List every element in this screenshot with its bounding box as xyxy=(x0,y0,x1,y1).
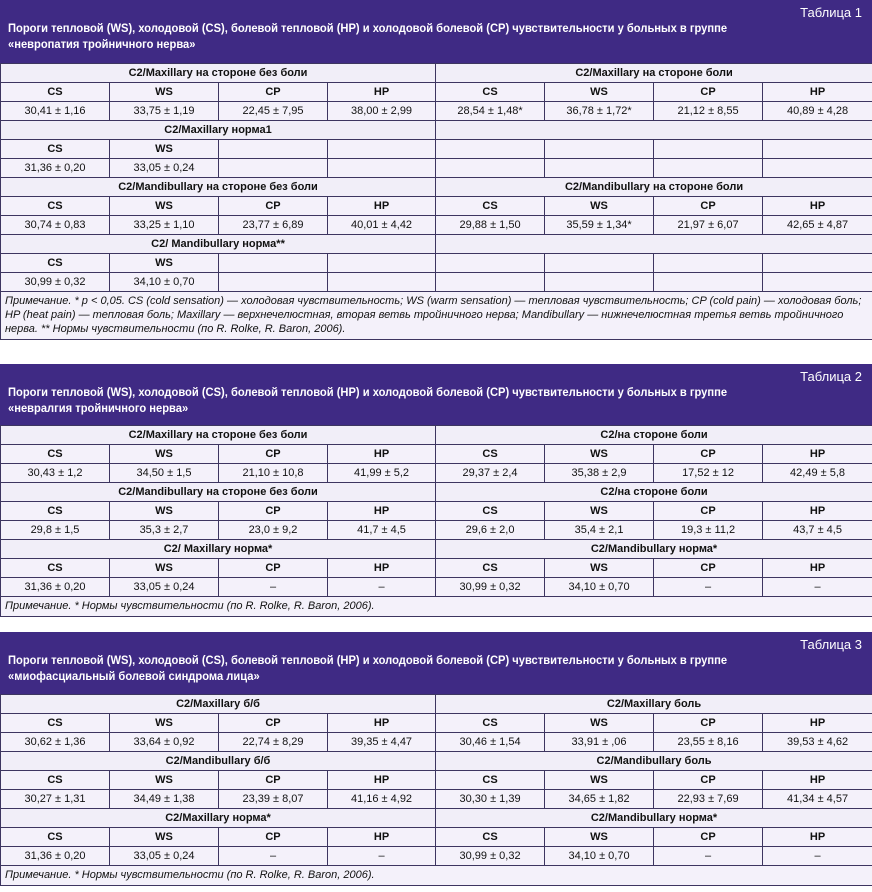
column-header: CP xyxy=(654,828,763,847)
column-header xyxy=(436,140,545,159)
value-cell: – xyxy=(219,847,328,866)
column-header: CP xyxy=(219,714,328,733)
value-cell xyxy=(436,159,545,178)
header-row xyxy=(1,828,872,847)
value-cell: – xyxy=(328,578,436,597)
column-header: WS xyxy=(545,828,654,847)
column-header xyxy=(763,140,872,159)
value-cell: 30,62 ± 1,36 xyxy=(1,733,110,752)
value-cell: 29,37 ± 2,4 xyxy=(436,464,545,483)
value-cell xyxy=(436,273,545,292)
header-row xyxy=(1,83,872,102)
column-header xyxy=(219,140,328,159)
value-cell: 31,36 ± 0,20 xyxy=(1,847,110,866)
header-row xyxy=(1,559,872,578)
column-header: CS xyxy=(1,828,110,847)
column-header: WS xyxy=(110,771,219,790)
section-title xyxy=(436,121,872,140)
column-header: HP xyxy=(328,559,436,578)
column-header xyxy=(328,140,436,159)
value-cell: 23,39 ± 8,07 xyxy=(219,790,328,809)
column-header: WS xyxy=(545,83,654,102)
column-header: WS xyxy=(110,197,219,216)
column-header: CS xyxy=(436,714,545,733)
value-cell xyxy=(219,159,328,178)
column-header: CS xyxy=(436,828,545,847)
section-title: C2/ Maxillary норма* xyxy=(1,540,436,559)
column-header: WS xyxy=(110,83,219,102)
column-header: HP xyxy=(328,197,436,216)
section-title: C2/Maxillary на стороне без боли xyxy=(1,64,436,83)
value-cell xyxy=(328,159,436,178)
value-cell: – xyxy=(328,847,436,866)
value-cell: 34,10 ± 0,70 xyxy=(110,273,219,292)
value-cell: 31,36 ± 0,20 xyxy=(1,578,110,597)
column-header: WS xyxy=(110,445,219,464)
table-title: Пороги тепловой (WS), холодовой (CS), болевой тепловой (HP) и холодовой болевой (CP) чувствительности у больных в группе «миофасциальный болевой синдрома лица» xyxy=(8,653,728,683)
value-cell xyxy=(545,159,654,178)
column-header: CS xyxy=(1,771,110,790)
column-header xyxy=(654,254,763,273)
header-row xyxy=(1,771,872,790)
header-row xyxy=(1,714,872,733)
column-header: HP xyxy=(763,445,872,464)
section-title xyxy=(436,235,872,254)
value-cell: 21,12 ± 8,55 xyxy=(654,102,763,121)
column-header xyxy=(219,254,328,273)
table-number: Таблица 3 xyxy=(800,637,862,652)
value-cell: 29,6 ± 2,0 xyxy=(436,521,545,540)
column-header: CS xyxy=(1,140,110,159)
column-header: CS xyxy=(436,83,545,102)
column-header: CS xyxy=(1,83,110,102)
value-cell: 33,05 ± 0,24 xyxy=(110,159,219,178)
value-cell: 40,01 ± 4,42 xyxy=(328,216,436,235)
section-title: C2/Maxillary боль xyxy=(436,695,872,714)
column-header xyxy=(545,254,654,273)
value-cell: – xyxy=(763,578,872,597)
section-title: C2/Mandibullary норма* xyxy=(436,540,872,559)
column-header: CS xyxy=(1,502,110,521)
value-cell: 41,34 ± 4,57 xyxy=(763,790,872,809)
value-cell: 43,7 ± 4,5 xyxy=(763,521,872,540)
value-cell: 17,52 ± 12 xyxy=(654,464,763,483)
table-title: Пороги тепловой (WS), холодовой (CS), болевой тепловой (HP) и холодовой болевой (CP) чувствительности у больных в группе «невропатия тройничного нерва» xyxy=(8,21,728,51)
column-header xyxy=(654,140,763,159)
column-header: WS xyxy=(545,445,654,464)
column-header: HP xyxy=(328,714,436,733)
column-header: WS xyxy=(545,714,654,733)
table-3-data xyxy=(0,694,872,886)
value-cell: 35,59 ± 1,34* xyxy=(545,216,654,235)
value-cell: 33,05 ± 0,24 xyxy=(110,578,219,597)
column-header: HP xyxy=(763,559,872,578)
value-cell: 34,10 ± 0,70 xyxy=(545,578,654,597)
section-title: C2/Maxillary б/б xyxy=(1,695,436,714)
column-header: CP xyxy=(654,771,763,790)
value-cell: 30,43 ± 1,2 xyxy=(1,464,110,483)
column-header: HP xyxy=(328,828,436,847)
value-cell: 35,3 ± 2,7 xyxy=(110,521,219,540)
value-cell: 33,91 ± ,06 xyxy=(545,733,654,752)
value-cell: 30,74 ± 0,83 xyxy=(1,216,110,235)
value-cell: 30,99 ± 0,32 xyxy=(1,273,110,292)
section-title: C2/Maxillary норма1 xyxy=(1,121,436,140)
value-row xyxy=(1,159,872,178)
table-2-data xyxy=(0,425,872,617)
value-cell: 42,65 ± 4,87 xyxy=(763,216,872,235)
value-cell: 19,3 ± 11,2 xyxy=(654,521,763,540)
column-header: HP xyxy=(328,502,436,521)
column-header: CS xyxy=(436,445,545,464)
value-cell: 42,49 ± 5,8 xyxy=(763,464,872,483)
column-header: CP xyxy=(219,445,328,464)
value-row xyxy=(1,464,872,483)
section-title-row xyxy=(1,121,872,140)
value-cell xyxy=(654,273,763,292)
value-cell: 39,53 ± 4,62 xyxy=(763,733,872,752)
value-row xyxy=(1,790,872,809)
column-header: CS xyxy=(1,714,110,733)
value-cell: – xyxy=(763,847,872,866)
section-title-row xyxy=(1,483,872,502)
value-cell: 23,77 ± 6,89 xyxy=(219,216,328,235)
note-row xyxy=(1,866,872,886)
value-cell: 23,55 ± 8,16 xyxy=(654,733,763,752)
value-row xyxy=(1,273,872,292)
column-header: WS xyxy=(545,502,654,521)
column-header: HP xyxy=(328,445,436,464)
value-cell: – xyxy=(654,578,763,597)
column-header: CP xyxy=(219,559,328,578)
table-note: Примечание. * Нормы чувствительности (по R. Rolke, R. Baron, 2006). xyxy=(1,597,872,617)
header-row xyxy=(1,445,872,464)
value-cell: 22,74 ± 8,29 xyxy=(219,733,328,752)
column-header: CP xyxy=(219,83,328,102)
column-header: WS xyxy=(545,771,654,790)
column-header: HP xyxy=(763,502,872,521)
table-number: Таблица 2 xyxy=(800,369,862,384)
value-cell xyxy=(654,159,763,178)
column-header: CP xyxy=(654,197,763,216)
value-cell: 31,36 ± 0,20 xyxy=(1,159,110,178)
column-header: CS xyxy=(1,197,110,216)
value-cell xyxy=(328,273,436,292)
column-header: WS xyxy=(110,502,219,521)
value-cell: 22,45 ± 7,95 xyxy=(219,102,328,121)
table-3-block xyxy=(0,632,872,886)
header-row xyxy=(1,140,872,159)
value-cell: 30,41 ± 1,16 xyxy=(1,102,110,121)
value-cell: 29,88 ± 1,50 xyxy=(436,216,545,235)
section-title: C2/Maxillary на стороне боли xyxy=(436,64,872,83)
value-cell: 30,99 ± 0,32 xyxy=(436,578,545,597)
value-cell: 28,54 ± 1,48* xyxy=(436,102,545,121)
section-title: C2/Mandibullary норма* xyxy=(436,809,872,828)
column-header: CS xyxy=(1,445,110,464)
column-header: WS xyxy=(110,140,219,159)
table-note: Примечание. * Нормы чувствительности (по R. Rolke, R. Baron, 2006). xyxy=(1,866,872,886)
section-title-row xyxy=(1,235,872,254)
column-header: HP xyxy=(763,714,872,733)
column-header: CS xyxy=(436,197,545,216)
section-title-row xyxy=(1,540,872,559)
table-2-header xyxy=(0,364,872,425)
table-2-block xyxy=(0,364,872,617)
column-header xyxy=(328,254,436,273)
value-cell xyxy=(219,273,328,292)
table-3-header xyxy=(0,632,872,694)
section-title-row xyxy=(1,64,872,83)
column-header: WS xyxy=(110,254,219,273)
value-cell xyxy=(763,273,872,292)
value-cell: 41,7 ± 4,5 xyxy=(328,521,436,540)
column-header: CP xyxy=(654,445,763,464)
value-cell: 30,27 ± 1,31 xyxy=(1,790,110,809)
column-header: CP xyxy=(654,714,763,733)
section-title: C2/Maxillary норма* xyxy=(1,809,436,828)
header-row xyxy=(1,502,872,521)
section-title: C2/Mandibullary на стороне без боли xyxy=(1,178,436,197)
column-header: CP xyxy=(654,83,763,102)
value-row xyxy=(1,733,872,752)
section-title: C2/ Mandibullary норма** xyxy=(1,235,436,254)
value-cell: 41,16 ± 4,92 xyxy=(328,790,436,809)
value-cell xyxy=(545,273,654,292)
value-cell: 35,38 ± 2,9 xyxy=(545,464,654,483)
header-row xyxy=(1,197,872,216)
value-cell: 21,97 ± 6,07 xyxy=(654,216,763,235)
value-row xyxy=(1,847,872,866)
value-cell: 30,46 ± 1,54 xyxy=(436,733,545,752)
column-header: HP xyxy=(763,197,872,216)
column-header: CS xyxy=(1,254,110,273)
value-row xyxy=(1,521,872,540)
section-title: C2/Mandibullary на стороне без боли xyxy=(1,483,436,502)
column-header: HP xyxy=(763,83,872,102)
column-header xyxy=(545,140,654,159)
column-header: CS xyxy=(1,559,110,578)
value-cell: 22,93 ± 7,69 xyxy=(654,790,763,809)
section-title: C2/Mandibullary на стороне боли xyxy=(436,178,872,197)
table-number: Таблица 1 xyxy=(800,5,862,20)
section-title-row xyxy=(1,752,872,771)
value-cell: – xyxy=(219,578,328,597)
value-cell: 33,75 ± 1,19 xyxy=(110,102,219,121)
value-cell: 36,78 ± 1,72* xyxy=(545,102,654,121)
value-cell: 30,30 ± 1,39 xyxy=(436,790,545,809)
column-header: HP xyxy=(328,771,436,790)
section-title: C2/Mandibullary б/б xyxy=(1,752,436,771)
value-cell: 34,10 ± 0,70 xyxy=(545,847,654,866)
value-cell: 35,4 ± 2,1 xyxy=(545,521,654,540)
table-title: Пороги тепловой (WS), холодовой (CS), болевой тепловой (HP) и холодовой болевой (CP) чувствительности у больных в группе «невралгия тройничного нерва» xyxy=(8,385,728,415)
value-cell: 41,99 ± 5,2 xyxy=(328,464,436,483)
note-row xyxy=(1,292,872,340)
value-cell xyxy=(763,159,872,178)
value-cell: 21,10 ± 10,8 xyxy=(219,464,328,483)
header-row xyxy=(1,254,872,273)
section-title-row xyxy=(1,695,872,714)
value-cell: 34,65 ± 1,82 xyxy=(545,790,654,809)
column-header: CP xyxy=(654,559,763,578)
value-row xyxy=(1,216,872,235)
value-cell: – xyxy=(654,847,763,866)
value-cell: 29,8 ± 1,5 xyxy=(1,521,110,540)
column-header: WS xyxy=(545,559,654,578)
column-header: CP xyxy=(219,771,328,790)
column-header: WS xyxy=(110,828,219,847)
column-header: WS xyxy=(110,714,219,733)
section-title: C2/Maxillary на стороне без боли xyxy=(1,426,436,445)
section-title: C2/Mandibullary боль xyxy=(436,752,872,771)
table-1-block xyxy=(0,0,872,340)
column-header: CP xyxy=(219,197,328,216)
column-header xyxy=(763,254,872,273)
value-cell: 34,50 ± 1,5 xyxy=(110,464,219,483)
column-header: CP xyxy=(219,502,328,521)
note-row xyxy=(1,597,872,617)
value-row xyxy=(1,578,872,597)
value-cell: 34,49 ± 1,38 xyxy=(110,790,219,809)
table-1-data xyxy=(0,63,872,340)
column-header: CS xyxy=(436,771,545,790)
column-header: CP xyxy=(654,502,763,521)
section-title-row xyxy=(1,426,872,445)
table-1-header xyxy=(0,0,872,63)
column-header: CS xyxy=(436,502,545,521)
column-header: HP xyxy=(763,771,872,790)
value-cell: 33,25 ± 1,10 xyxy=(110,216,219,235)
section-title: C2/на стороне боли xyxy=(436,483,872,502)
value-cell: 33,64 ± 0,92 xyxy=(110,733,219,752)
value-cell: 23,0 ± 9,2 xyxy=(219,521,328,540)
column-header: HP xyxy=(328,83,436,102)
table-note: Примечание. * p < 0,05. CS (cold sensation) — холодовая чувствительность; WS (warm sensation) — тепловая чувствительность; CP (cold pain) — холодовая боль; HP (heat pain) — тепловая боль; Maxillary — верхнечелюстная, вторая ветвь тройничного нерва; Mandibullary — нижнечелюстная третья ветвь тройничного нерва. ** Нормы чувствительности (по R. Rolke, R. Baron, 2006). xyxy=(1,292,872,340)
column-header: WS xyxy=(110,559,219,578)
column-header: HP xyxy=(763,828,872,847)
section-title-row xyxy=(1,178,872,197)
value-cell: 39,35 ± 4,47 xyxy=(328,733,436,752)
section-title: C2/на стороне боли xyxy=(436,426,872,445)
column-header: CP xyxy=(219,828,328,847)
value-row xyxy=(1,102,872,121)
value-cell: 38,00 ± 2,99 xyxy=(328,102,436,121)
section-title-row xyxy=(1,809,872,828)
column-header: CS xyxy=(436,559,545,578)
column-header: WS xyxy=(545,197,654,216)
column-header xyxy=(436,254,545,273)
value-cell: 30,99 ± 0,32 xyxy=(436,847,545,866)
value-cell: 33,05 ± 0,24 xyxy=(110,847,219,866)
value-cell: 40,89 ± 4,28 xyxy=(763,102,872,121)
